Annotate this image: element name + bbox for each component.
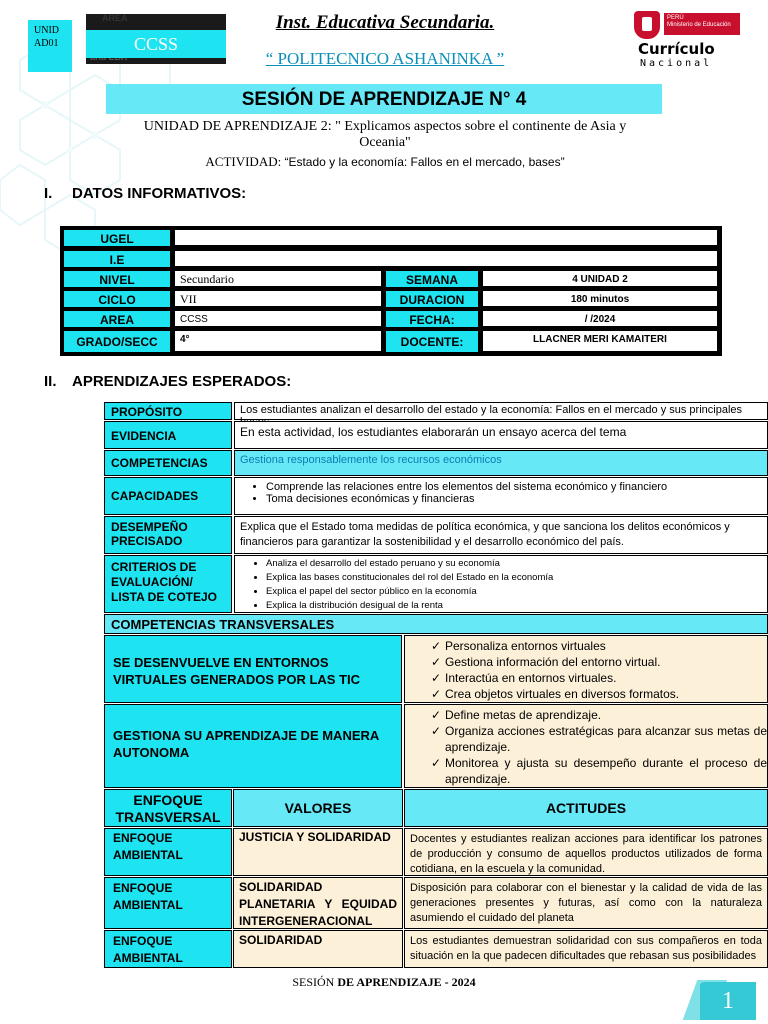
docente-label: DOCENTE: bbox=[384, 329, 480, 354]
autonoma-capacidades-list bbox=[404, 704, 768, 788]
ugel-value bbox=[174, 229, 718, 246]
competencias-label: COMPETENCIAS bbox=[104, 450, 232, 476]
section-aprendizajes-heading bbox=[44, 373, 291, 390]
proposito-text: Los estudiantes analizan el desarrollo del estado y la economía: Fallos en el mercado y sus principales bbox=[234, 402, 768, 420]
valor-cell: SOLIDARIDAD PLANETARIA Y EQUIDAD INTERGENERACIONAL bbox=[233, 877, 403, 929]
tic-item: ✓ Personaliza entornos virtuales bbox=[431, 638, 767, 654]
enfoque-cell: ENFOQUE AMBIENTAL bbox=[104, 828, 232, 876]
criterio-item: • Explica la distribución desigual de la renta bbox=[266, 599, 762, 613]
autonoma-competencia-label: GESTIONA SU APRENDIZAJE DE MANERA AUTONOMA bbox=[104, 704, 402, 788]
institution-title: Inst. Educativa Secundaria. bbox=[275, 12, 495, 33]
autonoma-item: ✓ Monitorea y ajusta su desempeño durante el proceso de aprendizaje. bbox=[431, 755, 767, 787]
criterio-item: • Explica las bases constitucionales del rol del Estado en la economía bbox=[266, 571, 762, 585]
desempeno-text: Explica que el Estado toma medidas de política económica, y que sanciona los delitos económicos y financieros para garantizar la sostenibilidad y el desarrollo económico del país. bbox=[234, 516, 768, 554]
fecha-label: FECHA: bbox=[384, 309, 480, 329]
competencias-transversales-header: COMPETENCIAS TRANSVERSALES bbox=[104, 614, 768, 634]
duracion-label: DURACION bbox=[384, 289, 480, 309]
ministry-peru-text: PERÚ bbox=[667, 15, 684, 21]
tic-competencia-label: SE DESENVUELVE EN ENTORNOS VIRTUALES GENERADOS POR LAS TIC bbox=[104, 635, 402, 703]
nivel-value: Secundario bbox=[174, 270, 382, 287]
actitud-cell: Los estudiantes demuestran solidaridad con sus compañeros en toda situación en la que padecen dificultades que rebasan sus posibilidades bbox=[404, 930, 768, 968]
activity-text: “Estado y la economía: Fallos en el mercado, bases” bbox=[284, 155, 565, 169]
activity-line bbox=[110, 154, 660, 170]
unit-description bbox=[110, 119, 660, 151]
capacidades-list bbox=[234, 477, 768, 515]
evidencia-label: EVIDENCIA bbox=[104, 421, 232, 449]
proposito-label: PROPÓSITO bbox=[104, 402, 232, 420]
tic-item: ✓ Gestiona información del entorno virtual. bbox=[431, 654, 767, 670]
ministry-banner bbox=[664, 13, 740, 35]
competencias-text: Gestiona responsablemente los recursos económicos bbox=[234, 450, 768, 476]
session-title: SESIÓN DE APRENDIZAJE N° 4 bbox=[106, 84, 662, 114]
valor-cell: JUSTICIA Y SOLIDARIDAD bbox=[233, 828, 403, 876]
enfoque-column-header: ENFOQUE TRANSVERSAL bbox=[104, 789, 232, 827]
tic-capacidades-list bbox=[404, 635, 768, 703]
semana-value: 4 UNIDAD 2 bbox=[482, 270, 718, 287]
unit-corner-badge bbox=[28, 20, 72, 72]
criterios-list bbox=[234, 555, 768, 613]
area-value: CCSS bbox=[174, 310, 382, 327]
area-strip-top-label: AREA bbox=[102, 13, 128, 23]
autonoma-item: ✓ Define metas de aprendizaje. bbox=[431, 707, 767, 723]
section-datos-number: I. bbox=[44, 185, 53, 202]
unit-corner-line1: UNID bbox=[34, 25, 59, 36]
actitud-cell: Disposición para colaborar con el bienestar y la calidad de vida de las generaciones presentes y futuras, así como con la naturaleza asumiendo el cuidado del planeta bbox=[404, 877, 768, 929]
ugel-label: UGEL bbox=[62, 228, 172, 248]
ie-value bbox=[174, 250, 718, 267]
area-value-box: CCSS bbox=[86, 30, 226, 58]
section-aprendizajes-number: II. bbox=[44, 373, 57, 390]
desempeno-label: DESEMPEÑO PRECISADO bbox=[104, 516, 232, 554]
ministry-name-text: Ministerio de Educación bbox=[667, 22, 731, 28]
page-footer bbox=[0, 975, 768, 990]
autonoma-item: ✓ Organiza acciones estratégicas para alcanzar sus metas de aprendizaje. bbox=[431, 723, 767, 755]
logo-title: Currículo bbox=[638, 40, 715, 58]
datos-informativos-table bbox=[60, 226, 722, 356]
grado-label: GRADO/SECC bbox=[62, 329, 172, 354]
section-datos-title: DATOS INFORMATIVOS: bbox=[72, 185, 247, 202]
actitudes-column-header: ACTITUDES bbox=[404, 789, 768, 827]
activity-label: ACTIVIDAD: bbox=[205, 154, 282, 169]
ciclo-value: VII bbox=[174, 290, 382, 307]
docente-value: LLACNER MERI KAMAITERI bbox=[482, 330, 718, 352]
unit-line-1: UNIDAD DE APRENDIZAJE 2: " Explicamos aspectos sobre el continente de Asia y bbox=[143, 119, 627, 134]
curriculo-nacional-logo bbox=[634, 11, 744, 71]
capacidades-label: CAPACIDADES bbox=[104, 477, 232, 515]
footer-text-plain: SESIÓN bbox=[292, 975, 338, 989]
actitud-cell: Docentes y estudiantes realizan acciones para identificar los patrones de producción y consumo de aquellos productos utilizados de forma cotidiana, en la escuela y la comunidad. bbox=[404, 828, 768, 876]
unit-line-2: Oceania" bbox=[359, 135, 411, 150]
ciclo-label: CICLO bbox=[62, 289, 172, 309]
grado-value: 4° bbox=[174, 330, 382, 352]
valores-column-header: VALORES bbox=[233, 789, 403, 827]
unit-corner-line2: AD01 bbox=[34, 38, 59, 49]
footer-text-bold: DE APRENDIZAJE - 2024 bbox=[337, 975, 476, 989]
enfoque-cell: ENFOQUE AMBIENTAL bbox=[104, 877, 232, 929]
section-aprendizajes-title: APRENDIZAJES ESPERADOS: bbox=[72, 373, 292, 390]
page-number-badge: 1 bbox=[700, 982, 756, 1020]
enfoque-cell: ENFOQUE AMBIENTAL bbox=[104, 930, 232, 968]
criterio-item: • Explica el papel del sector público en la economía bbox=[266, 585, 762, 599]
criterios-label: CRITERIOS DE EVALUACIÓN/ LISTA DE COTEJO bbox=[104, 555, 232, 613]
school-name: “ POLITECNICO ASHANINKA ” bbox=[265, 49, 505, 68]
tic-item: ✓ Crea objetos virtuales en diversos formatos. bbox=[431, 686, 767, 702]
capacidad-item: • Toma decisiones económicas y financieras bbox=[266, 493, 762, 505]
logo-subtitle: Nacional bbox=[640, 58, 713, 69]
tic-item: ✓ Interactúa en entornos virtuales. bbox=[431, 670, 767, 686]
section-datos-heading bbox=[44, 185, 246, 202]
nivel-label: NIVEL bbox=[62, 269, 172, 289]
duracion-value: 180 minutos bbox=[482, 290, 718, 307]
semana-label: SEMANA bbox=[384, 269, 480, 289]
evidencia-text: En esta actividad, los estudiantes elaborarán un ensayo acerca del tema bbox=[234, 421, 768, 449]
capacidad-item: • Comprende las relaciones entre los elementos del sistema económico y financiero bbox=[266, 481, 762, 493]
ie-label: I.E bbox=[62, 249, 172, 269]
peru-crest-icon bbox=[634, 11, 660, 39]
fecha-value: / /2024 bbox=[482, 310, 718, 327]
criterio-item: • Analiza el desarrollo del estado peruano y su economía bbox=[266, 557, 762, 571]
area-label: AREA bbox=[62, 309, 172, 329]
valor-cell: SOLIDARIDAD bbox=[233, 930, 403, 968]
